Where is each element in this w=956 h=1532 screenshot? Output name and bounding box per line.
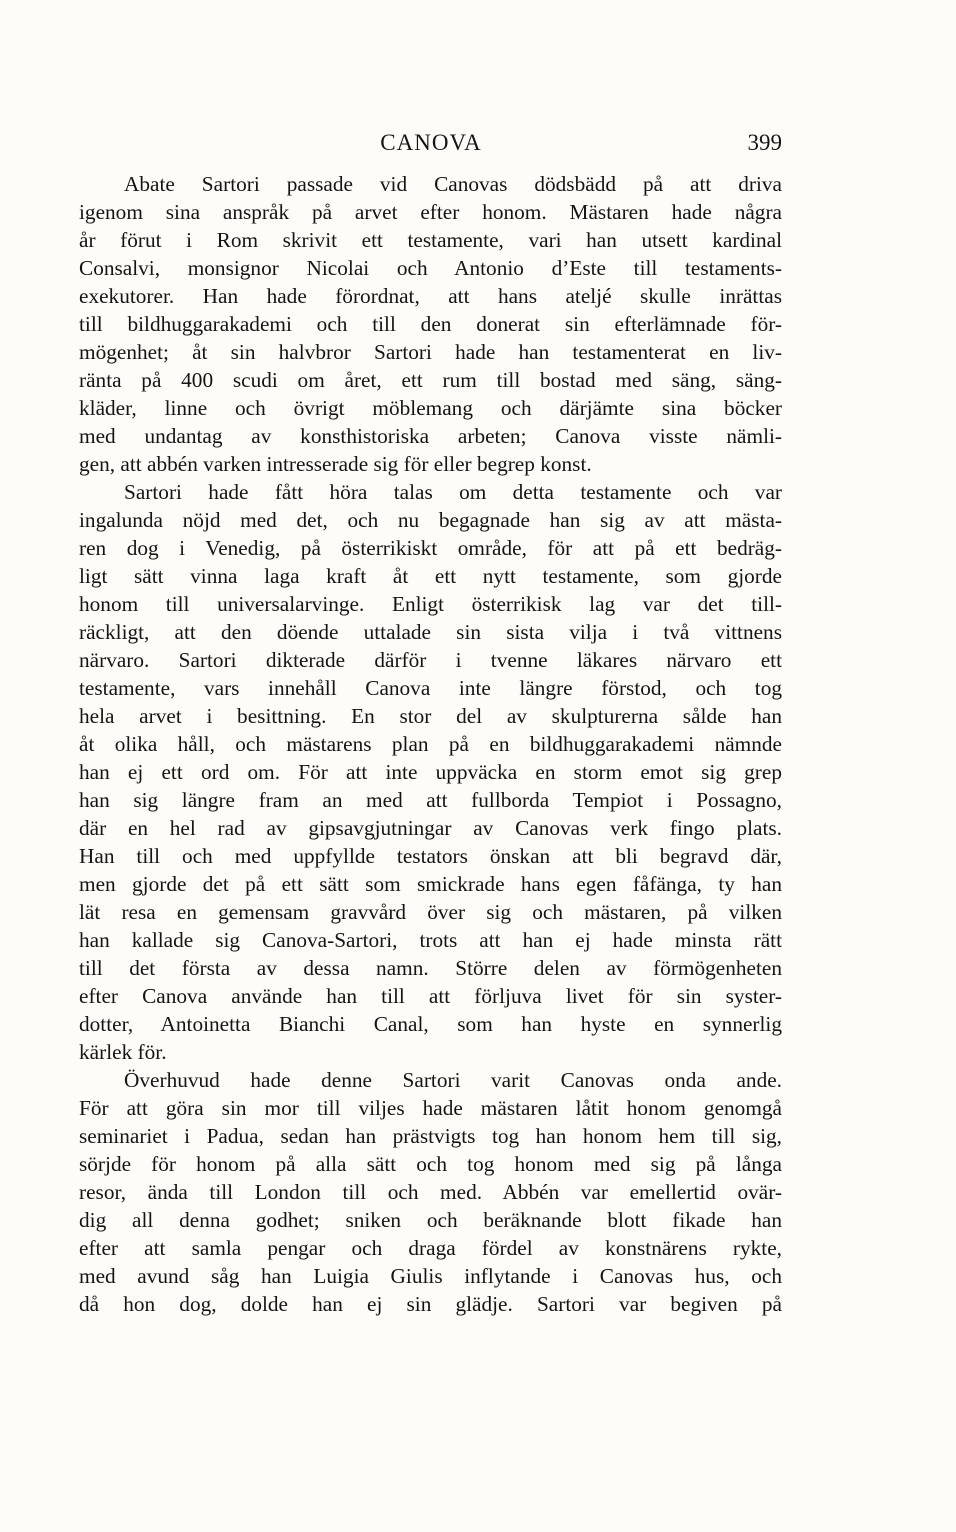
- text-line: räckligt, att den döende uttalade sin sista vilja i två vittnens: [79, 620, 782, 644]
- paragraph-2: [79, 478, 782, 1066]
- text-line: med avund såg han Luigia Giulis inflytande i Canovas hus, och: [79, 1264, 782, 1288]
- text-line: kläder, linne och övrigt möblemang och därjämte sina böcker: [79, 396, 782, 420]
- text-line: med undantag av konsthistoriska arbeten; Canova visste nämli-: [79, 424, 782, 448]
- text-line: Abate Sartori passade vid Canovas dödsbädd på att driva: [124, 172, 782, 196]
- text-line: resor, ända till London till och med. Abbén var emellertid ovär-: [79, 1180, 782, 1204]
- text-line: Han till och med uppfyllde testators önskan att bli begravd där,: [79, 844, 782, 868]
- text-line: honom till universalarvinge. Enligt österrikisk lag var det till-: [79, 592, 782, 616]
- text-line: mögenhet; åt sin halvbror Sartori hade han testamenterat en liv-: [79, 340, 782, 364]
- text-line: han ej ett ord om. För att inte uppväcka en storm emot sig grep: [79, 760, 782, 784]
- text-line: han kallade sig Canova-Sartori, trots att han ej hade minsta rätt: [79, 928, 782, 952]
- text-line: hela arvet i besittning. En stor del av skulpturerna sålde han: [79, 704, 782, 728]
- text-line: lät resa en gemensam gravvård över sig och mästaren, på vilken: [79, 900, 782, 924]
- text-line: men gjorde det på ett sätt som smickrade hans egen fåfänga, ty han: [79, 872, 782, 896]
- text-line: närvaro. Sartori dikterade därför i tvenne läkares närvaro ett: [79, 648, 782, 672]
- text-line: till det första av dessa namn. Större delen av förmögenheten: [79, 956, 782, 980]
- text-line: där en hel rad av gipsavgjutningar av Canovas verk fingo plats.: [79, 816, 782, 840]
- text-line: exekutorer. Han hade förordnat, att hans ateljé skulle inrättas: [79, 284, 782, 308]
- text-line: testamente, vars innehåll Canova inte längre förstod, och tog: [79, 676, 782, 700]
- text-line: år förut i Rom skrivit ett testamente, vari han utsett kardinal: [79, 228, 782, 252]
- page-number: 399: [747, 130, 782, 155]
- body-text: [79, 170, 782, 1318]
- text-line: dotter, Antoinetta Bianchi Canal, som han hyste en synnerlig: [79, 1012, 782, 1036]
- text-line: ligt sätt vinna laga kraft åt ett nytt testamente, som gjorde: [79, 564, 782, 588]
- text-line: För att göra sin mor till viljes hade mästaren låtit honom genomgå: [79, 1096, 782, 1120]
- text-line: ren dog i Venedig, på österrikiskt område, för att på ett bedräg-: [79, 536, 782, 560]
- text-line: sörjde för honom på alla sätt och tog honom med sig på långa: [79, 1152, 782, 1176]
- page-header: [80, 128, 782, 158]
- text-line: efter att samla pengar och draga fördel av konstnärens rykte,: [79, 1236, 782, 1260]
- text-line: igenom sina anspråk på arvet efter honom. Mästaren hade några: [79, 200, 782, 224]
- text-line: dig all denna godhet; sniken och beräknande blott fikade han: [79, 1208, 782, 1232]
- text-line: Överhuvud hade denne Sartori varit Canovas onda ande.: [124, 1068, 782, 1092]
- text-line: efter Canova använde han till att förljuva livet för sin syster-: [79, 984, 782, 1008]
- paragraph-3: [79, 1066, 782, 1318]
- text-line: seminariet i Padua, sedan han prästvigts tog han honom hem till sig,: [79, 1124, 782, 1148]
- text-line: åt olika håll, och mästarens plan på en bildhuggarakademi nämnde: [79, 732, 782, 756]
- text-line: ränta på 400 scudi om året, ett rum till bostad med säng, säng-: [79, 368, 782, 392]
- text-line: till bildhuggarakademi och till den donerat sin efterlämnade för-: [79, 312, 782, 336]
- text-line: gen, att abbén varken intresserade sig för eller begrep konst.: [79, 452, 592, 476]
- text-line: Sartori hade fått höra talas om detta testamente och var: [124, 480, 782, 504]
- running-title: CANOVA: [380, 130, 482, 155]
- text-line: ingalunda nöjd med det, och nu begagnade han sig av att mästa-: [79, 508, 782, 532]
- text-line: kärlek för.: [79, 1040, 167, 1064]
- text-line: han sig längre fram an med att fullborda Tempiot i Possagno,: [79, 788, 782, 812]
- paragraph-1: [79, 170, 782, 478]
- text-line: Consalvi, monsignor Nicolai och Antonio d’Este till testaments-: [79, 256, 782, 280]
- text-line: då hon dog, dolde han ej sin glädje. Sartori var begiven på: [79, 1292, 782, 1316]
